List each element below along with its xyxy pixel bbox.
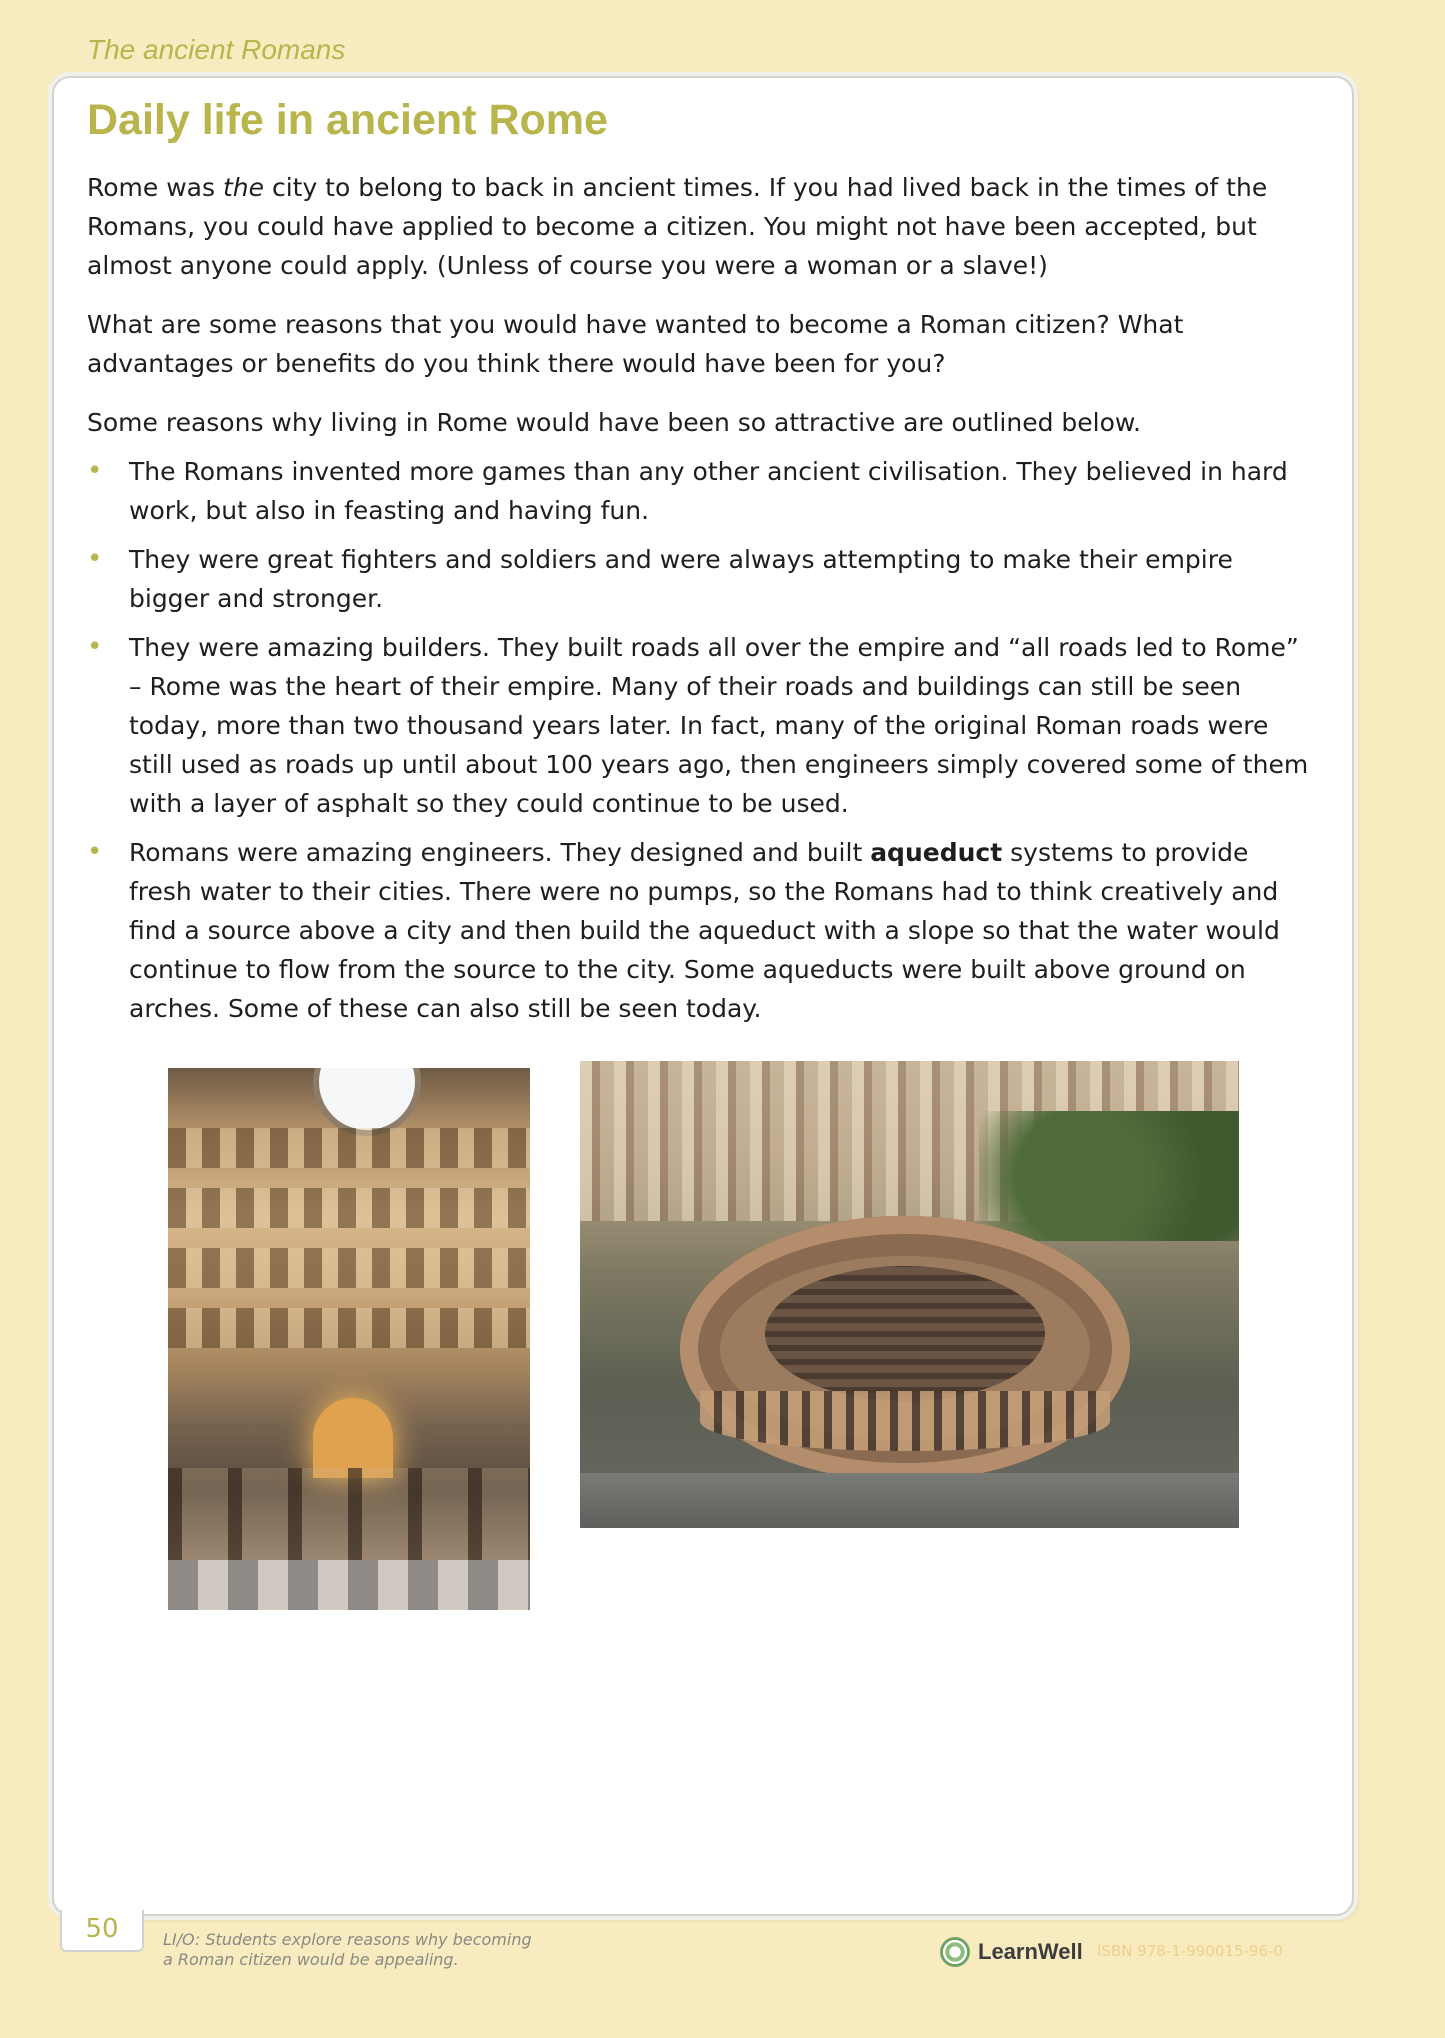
keyword-aqueduct: aqueduct	[870, 838, 1003, 867]
intro-text: Rome was	[87, 173, 223, 202]
coffer-row	[168, 1188, 530, 1228]
list-item	[87, 833, 1317, 1028]
list-item-text: systems to provide fresh water to their cities. There were no pumps, so the Romans had to think creatively and find a source above a city and then build the aqueduct with a slope so that the water would continue to flow from the source to the city. Some aqueducts were built above ground on arches. Some of these can also still be seen today.	[129, 838, 1280, 1023]
apse	[313, 1398, 393, 1478]
page-number: 50	[60, 1910, 144, 1952]
running-head: The ancient Romans	[87, 34, 346, 65]
intro-paragraph-1	[87, 168, 1317, 285]
bullet-icon: •	[87, 456, 103, 486]
brand-name: LearnWell	[978, 1939, 1083, 1964]
publisher-brand	[940, 1937, 1083, 1967]
marble-floor	[168, 1560, 530, 1610]
intro-text: city to belong to back in ancient times. If you had lived back in the times of the Romans, you could have applied to become a citizen. You might not have been accepted, but almost anyone could apply. (Unless of course you were a woman or a slave!)	[87, 173, 1268, 280]
reasons-list	[87, 452, 1317, 1028]
learning-intention-line: a Roman citizen would be appealing.	[163, 1950, 459, 1969]
coffer-row	[168, 1308, 530, 1348]
intro-paragraph-2: What are some reasons that you would have wanted to become a Roman citizen? What advantages or benefits do you think there would have been for you?	[87, 310, 1184, 378]
colosseum-aerial-photo	[580, 1061, 1239, 1528]
intro-paragraph-3: Some reasons why living in Rome would have been so attractive are outlined below.	[87, 408, 1142, 437]
road	[580, 1473, 1239, 1528]
oculus	[313, 1068, 421, 1136]
colosseum-arena	[765, 1266, 1045, 1401]
learnwell-logo-icon	[940, 1937, 970, 1967]
bullet-icon: •	[87, 544, 103, 574]
coffer-row	[168, 1248, 530, 1288]
list-item	[87, 452, 1317, 530]
body-text	[87, 168, 1317, 1038]
list-item-text: The Romans invented more games than any other ancient civilisation. They believed in hard work, but also in feasting and having fun.	[129, 457, 1288, 525]
list-item	[87, 628, 1317, 823]
learning-intention-line: LI/O: Students explore reasons why becoming	[163, 1930, 532, 1949]
list-item	[87, 540, 1317, 618]
colosseum-arches	[700, 1391, 1110, 1451]
isbn: ISBN 978-1-990015-96-0	[1097, 1942, 1283, 1960]
bullet-icon: •	[87, 837, 103, 867]
list-item-text: Romans were amazing engineers. They designed and built	[129, 838, 871, 867]
list-item-text: They were great fighters and soldiers and were always attempting to make their empire bigger and stronger.	[129, 545, 1233, 613]
bullet-icon: •	[87, 632, 103, 662]
page-title: Daily life in ancient Rome	[87, 96, 608, 144]
trees	[979, 1111, 1239, 1241]
learning-intention	[163, 1930, 563, 1970]
coffer-row	[168, 1128, 530, 1168]
list-item-text: They were amazing builders. They built roads all over the empire and “all roads led to Rome” – Rome was the heart of their empire. Many of their roads and buildings can still be seen today, more than two thousand years later. In fact, many of the original Roman roads were still used as roads up until about 100 years ago, then engineers simply covered some of them with a layer of asphalt so they could continue to be used.	[129, 633, 1309, 818]
emphasis-text: the	[222, 173, 264, 202]
pantheon-interior-photo	[168, 1068, 530, 1610]
